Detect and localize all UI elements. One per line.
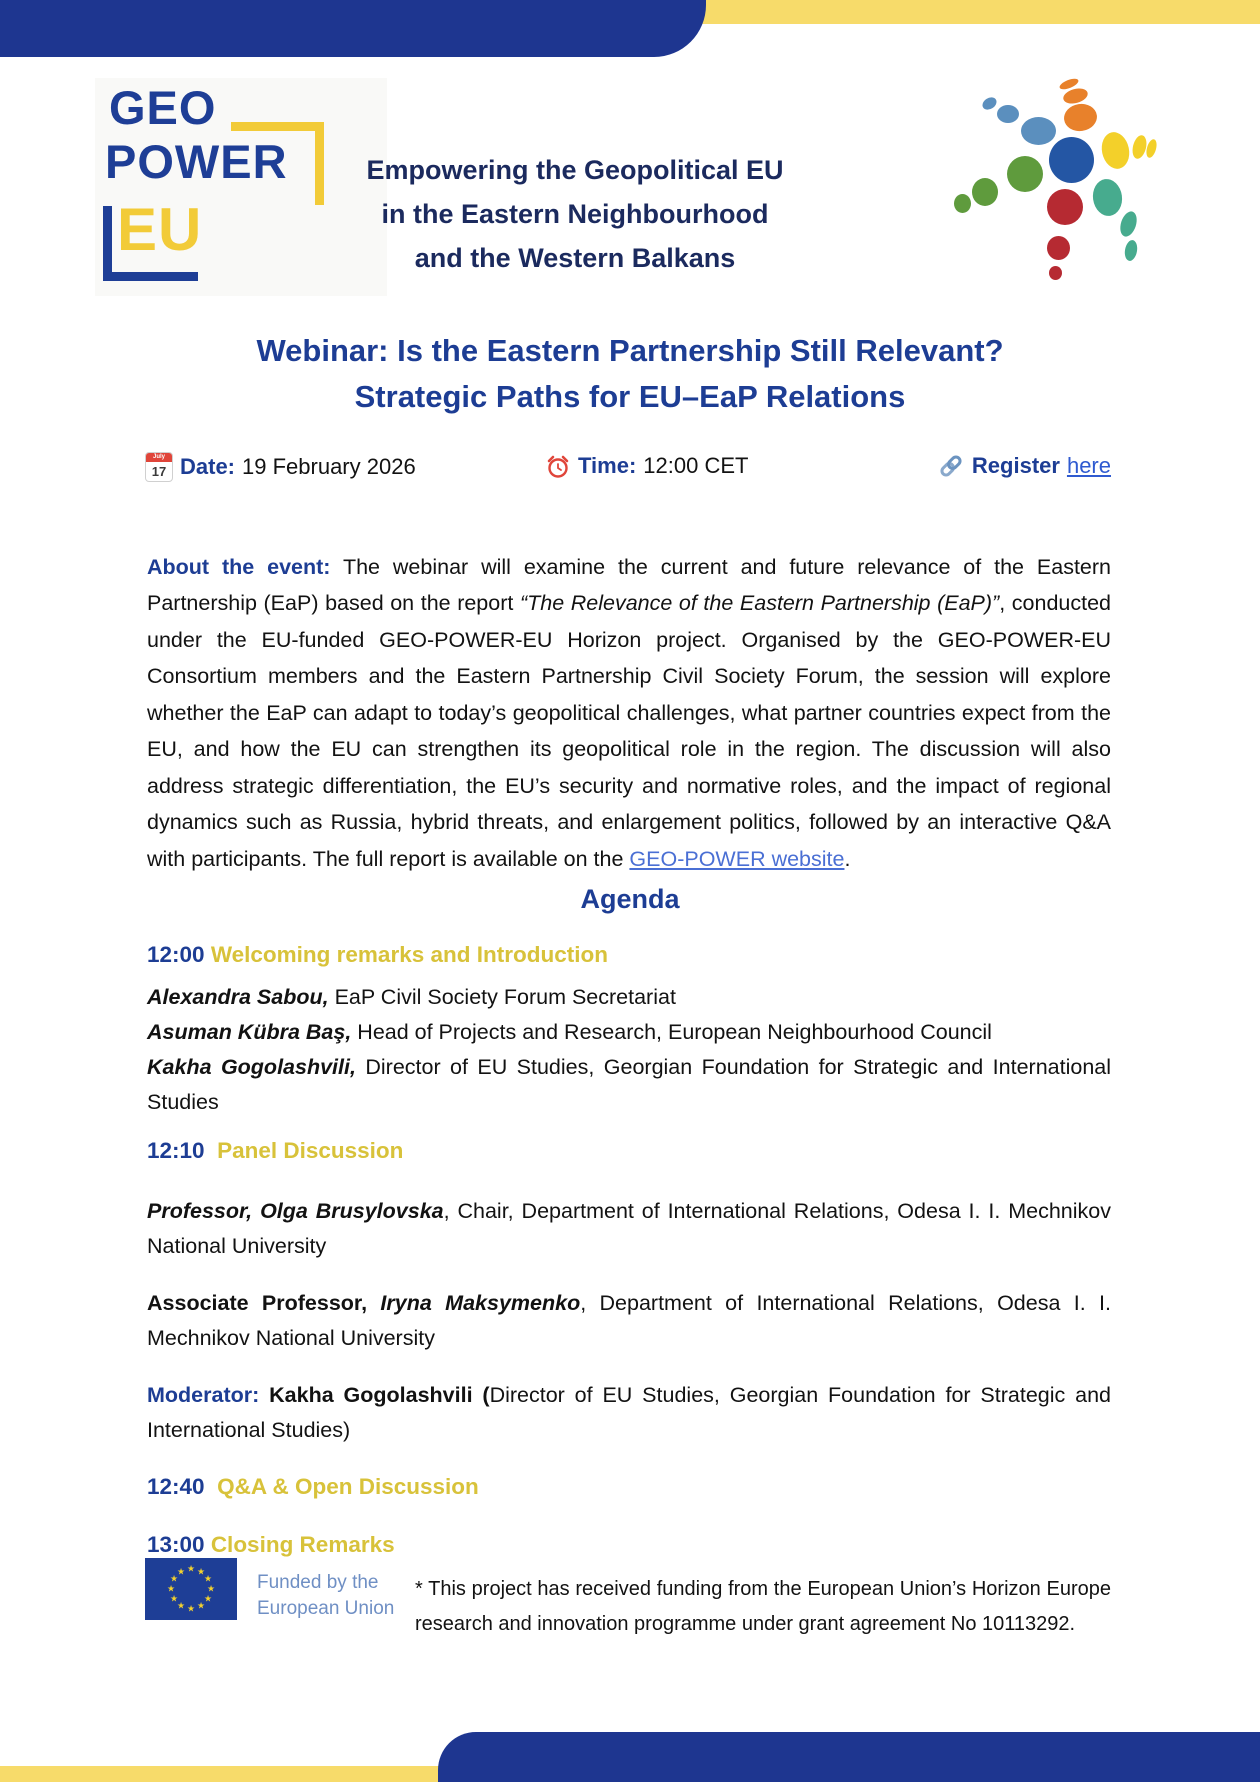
moderator-role: Director of EU Studies, Georgian Foundation for Strategic and International Studies): [147, 1382, 1111, 1442]
session-time: 12:00: [147, 942, 205, 967]
event-info-row: [145, 452, 1111, 496]
about-text-2: , conducted under the EU-funded GEO-POWER-EU Horizon project. Organised by the GEO-POWER-EU Consortium members and the Eastern Partnership Civil Society Forum, the session will explore whether the EaP can adapt to today’s geopolitical challenges, what partner countries expect from the EU, and how the EU can strengthen its geopolitical role in the region. The discussion will also address strategic differentiation, the EU’s security and normative roles, and the impact of regional dynamics such as Russia, hybrid threats, and enlargement politics, followed by an interactive Q&A with participants. The full report is available on the: [147, 591, 1111, 871]
panelist-line: [147, 1194, 1111, 1264]
welcoming-speakers-list: [147, 980, 1111, 1120]
speaker-line: [147, 1050, 1111, 1120]
calendar-icon-day: 17: [151, 464, 167, 479]
panelist-title: Associate Professor,: [147, 1291, 368, 1315]
register-label: Register: [971, 453, 1060, 478]
eu-star: ★: [169, 1593, 179, 1604]
page-title-line-1: Webinar: Is the Eastern Partnership Still Relevant?: [256, 333, 1004, 368]
eu-star: ★: [186, 1603, 196, 1614]
logo-word-geo: GEO: [109, 81, 217, 134]
eu-star: ★: [169, 1573, 179, 1584]
eu-star: ★: [176, 1566, 186, 1577]
funded-by-line-2: European Union: [257, 1598, 395, 1619]
date-group: [145, 452, 416, 482]
speaker-name: Alexandra Sabou,: [147, 985, 329, 1009]
eu-star: ★: [166, 1583, 176, 1594]
panelist-name: Iryna Maksymenko: [367, 1291, 581, 1315]
panelist-role: , Chair, Department of International Relations, Odesa I. I. Mechnikov National University: [147, 1199, 1111, 1258]
session-label: Welcoming remarks and Introduction: [210, 942, 608, 967]
project-tagline: [355, 148, 795, 280]
funded-by-label: [257, 1570, 394, 1622]
header-bar: [0, 0, 706, 57]
geo-power-eu-logo: [95, 78, 387, 296]
logo-word-eu: EU: [117, 196, 203, 263]
eu-star: ★: [186, 1563, 196, 1574]
register-here-link[interactable]: here: [1066, 453, 1111, 478]
footer-accent-strip: [0, 1766, 442, 1782]
geo-power-website-link[interactable]: GEO-POWER website: [629, 846, 845, 871]
date-value: 19 February 2026: [242, 454, 416, 479]
about-text-3: .: [844, 846, 851, 871]
agenda-body: [147, 938, 1111, 1562]
session-time: 13:00: [147, 1531, 205, 1557]
eu-flag-icon: [145, 1558, 237, 1620]
session-12-00: [147, 938, 1111, 972]
date-label: Date:: [180, 454, 236, 479]
speaker-line: [147, 980, 1111, 1015]
eu-star: ★: [196, 1566, 206, 1577]
speaker-line: [147, 1015, 1111, 1050]
time-value: 12:00 CET: [643, 453, 749, 478]
panelist-name: Olga Brusylovska: [252, 1199, 444, 1223]
header-accent-strip: [698, 0, 1260, 24]
session-12-40: [147, 1470, 1111, 1504]
moderator-label: Moderator:: [147, 1382, 260, 1407]
page-title-line-2: Strategic Paths for EU–EaP Relations: [354, 379, 906, 414]
session-12-10: [147, 1134, 1111, 1168]
agenda-heading: Agenda: [580, 884, 680, 914]
eu-star: ★: [176, 1600, 186, 1611]
tagline-line-1: Empowering the Geopolitical EU: [366, 155, 784, 185]
session-label: Closing Remarks: [210, 1531, 395, 1557]
session-label: Panel Discussion: [217, 1138, 404, 1163]
funding-footer: [145, 1550, 1111, 1670]
session-time: 12:40: [147, 1473, 205, 1499]
speaker-role: Director of EU Studies, Georgian Foundation for Strategic and International Studies: [147, 1055, 1112, 1114]
moderator-name: Kakha Gogolashvili (: [259, 1382, 490, 1407]
eu-star: ★: [206, 1583, 216, 1594]
speaker-role: EaP Civil Society Forum Secretariat: [328, 985, 676, 1009]
speaker-role: Head of Projects and Research, European Neighbourhood Council: [351, 1020, 992, 1044]
calendar-icon: [145, 452, 173, 482]
session-label: Q&A & Open Discussion: [217, 1473, 479, 1499]
page-title: [0, 328, 1260, 420]
dots-star-logo-icon: [933, 55, 1183, 305]
session-time: 12:10: [147, 1138, 205, 1163]
speaker-name: Kakha Gogolashvili,: [147, 1055, 356, 1079]
eu-star: ★: [203, 1573, 213, 1584]
about-the-event-paragraph: [147, 549, 1111, 878]
tagline-line-2: in the Eastern Neighbourhood: [381, 199, 769, 229]
footer-bar: [438, 1732, 1260, 1782]
time-label: Time:: [578, 453, 637, 478]
logo-word-power: POWER: [105, 135, 288, 188]
eu-star: ★: [203, 1593, 213, 1604]
panelist-role: , Department of International Relations, Odesa I. I. Mechnikov National University: [147, 1291, 1111, 1350]
funding-note: * This project has received funding from the European Union’s Horizon Europe research and innovation programme under grant agreement No 10113292.: [415, 1578, 1111, 1635]
speaker-name: Asuman Kübra Baş,: [147, 1020, 352, 1044]
alarm-clock-icon: [545, 452, 571, 480]
about-report-title: “The Relevance of the Eastern Partnership (EaP)”: [519, 591, 1000, 615]
calendar-icon-month: July: [146, 453, 172, 462]
about-label: About the event:: [147, 554, 331, 579]
eu-star: ★: [196, 1600, 206, 1611]
register-group: [937, 452, 1111, 480]
panelist-line: [147, 1286, 1111, 1356]
panelist-title: Professor,: [147, 1199, 253, 1223]
link-icon: [937, 452, 965, 480]
time-group: [545, 452, 748, 480]
about-text-1: The webinar will examine the current and future relevance of the Eastern Partnership (EaP) based on the report: [147, 554, 1112, 615]
moderator-line: [147, 1378, 1111, 1448]
tagline-line-3: and the Western Balkans: [414, 243, 736, 273]
funded-by-line-1: Funded by the: [257, 1572, 379, 1593]
